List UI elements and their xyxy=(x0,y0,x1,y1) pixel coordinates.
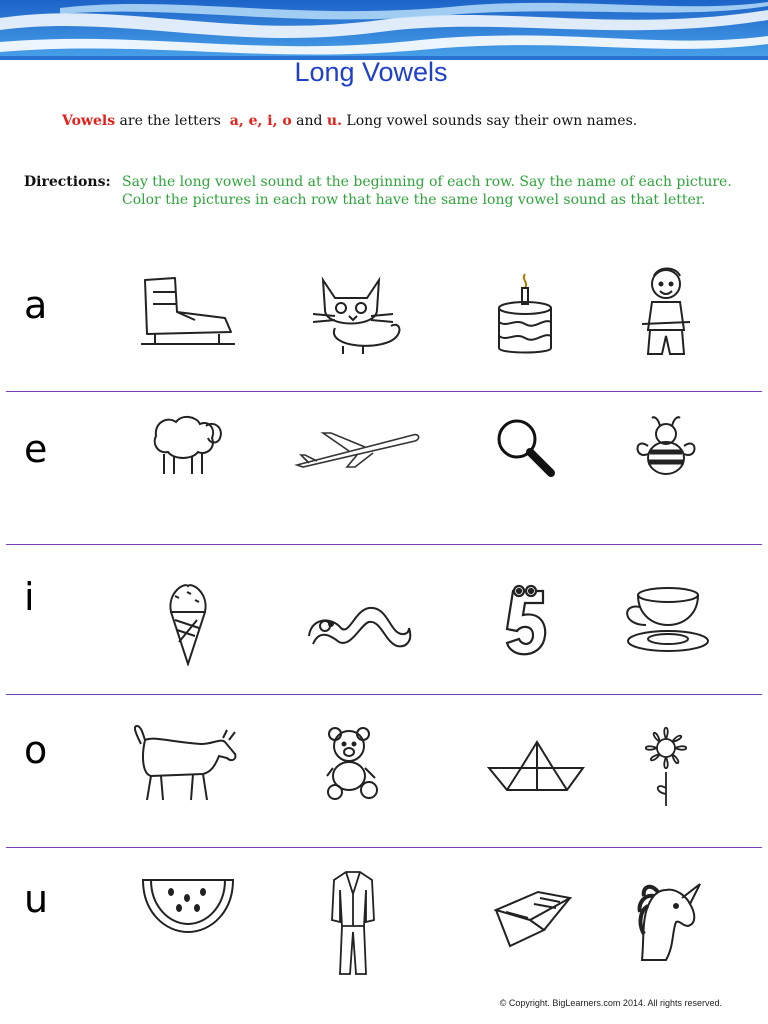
and-word: and xyxy=(296,113,323,129)
teacup-icon[interactable] xyxy=(620,585,712,659)
row-letter-i: i xyxy=(24,575,35,619)
row-letter-e: e xyxy=(24,427,48,471)
row-divider xyxy=(6,391,762,392)
intro-text xyxy=(62,113,637,129)
worm-icon[interactable] xyxy=(305,596,413,652)
page-title: Long Vowels xyxy=(294,57,448,87)
suit-icon[interactable] xyxy=(330,870,376,978)
row-letter-u: u xyxy=(24,877,49,921)
airplane-icon[interactable] xyxy=(293,425,421,469)
last-vowel-letter: u. xyxy=(326,113,342,129)
skate-icon[interactable] xyxy=(135,272,240,352)
kitten-icon[interactable] xyxy=(305,270,410,358)
vowels-word: Vowels xyxy=(62,113,116,129)
cake-icon[interactable] xyxy=(493,270,557,356)
teddy-bear-icon[interactable] xyxy=(325,726,381,800)
flower-icon[interactable] xyxy=(638,722,694,808)
magnifying-glass-icon[interactable] xyxy=(493,415,557,479)
unicorn-icon[interactable] xyxy=(636,880,702,964)
watermelon-icon[interactable] xyxy=(141,876,235,936)
sheep-icon[interactable] xyxy=(150,412,224,478)
row-divider xyxy=(6,694,762,695)
wave-banner xyxy=(0,0,768,60)
directions-text: Say the long vowel sound at the beginning of each row. Say the name of each picture. Color the pictures in each row that have the same long vowel sound as that letter. xyxy=(122,174,732,208)
row-divider xyxy=(6,544,762,545)
row-letter-o: o xyxy=(24,728,48,772)
ice-cream-cone-icon[interactable] xyxy=(167,582,209,666)
row-letter-a: a xyxy=(24,283,48,327)
directions-label: Directions: xyxy=(24,174,111,190)
goat-icon[interactable] xyxy=(131,724,241,804)
number-five-icon[interactable] xyxy=(503,583,549,661)
book-icon[interactable] xyxy=(494,890,572,950)
vowel-letters: a, e, i, o xyxy=(229,113,292,129)
paper-boat-icon[interactable] xyxy=(487,738,585,794)
are-the-letters: are the letters xyxy=(119,113,221,129)
row-divider xyxy=(6,847,762,848)
boy-icon[interactable] xyxy=(638,266,694,362)
intro-rest: Long vowel sounds say their own names. xyxy=(346,113,638,129)
bee-icon[interactable] xyxy=(632,412,704,480)
copyright-text: © Copyright. BigLearners.com 2014. All rights reserved. xyxy=(499,998,722,1008)
